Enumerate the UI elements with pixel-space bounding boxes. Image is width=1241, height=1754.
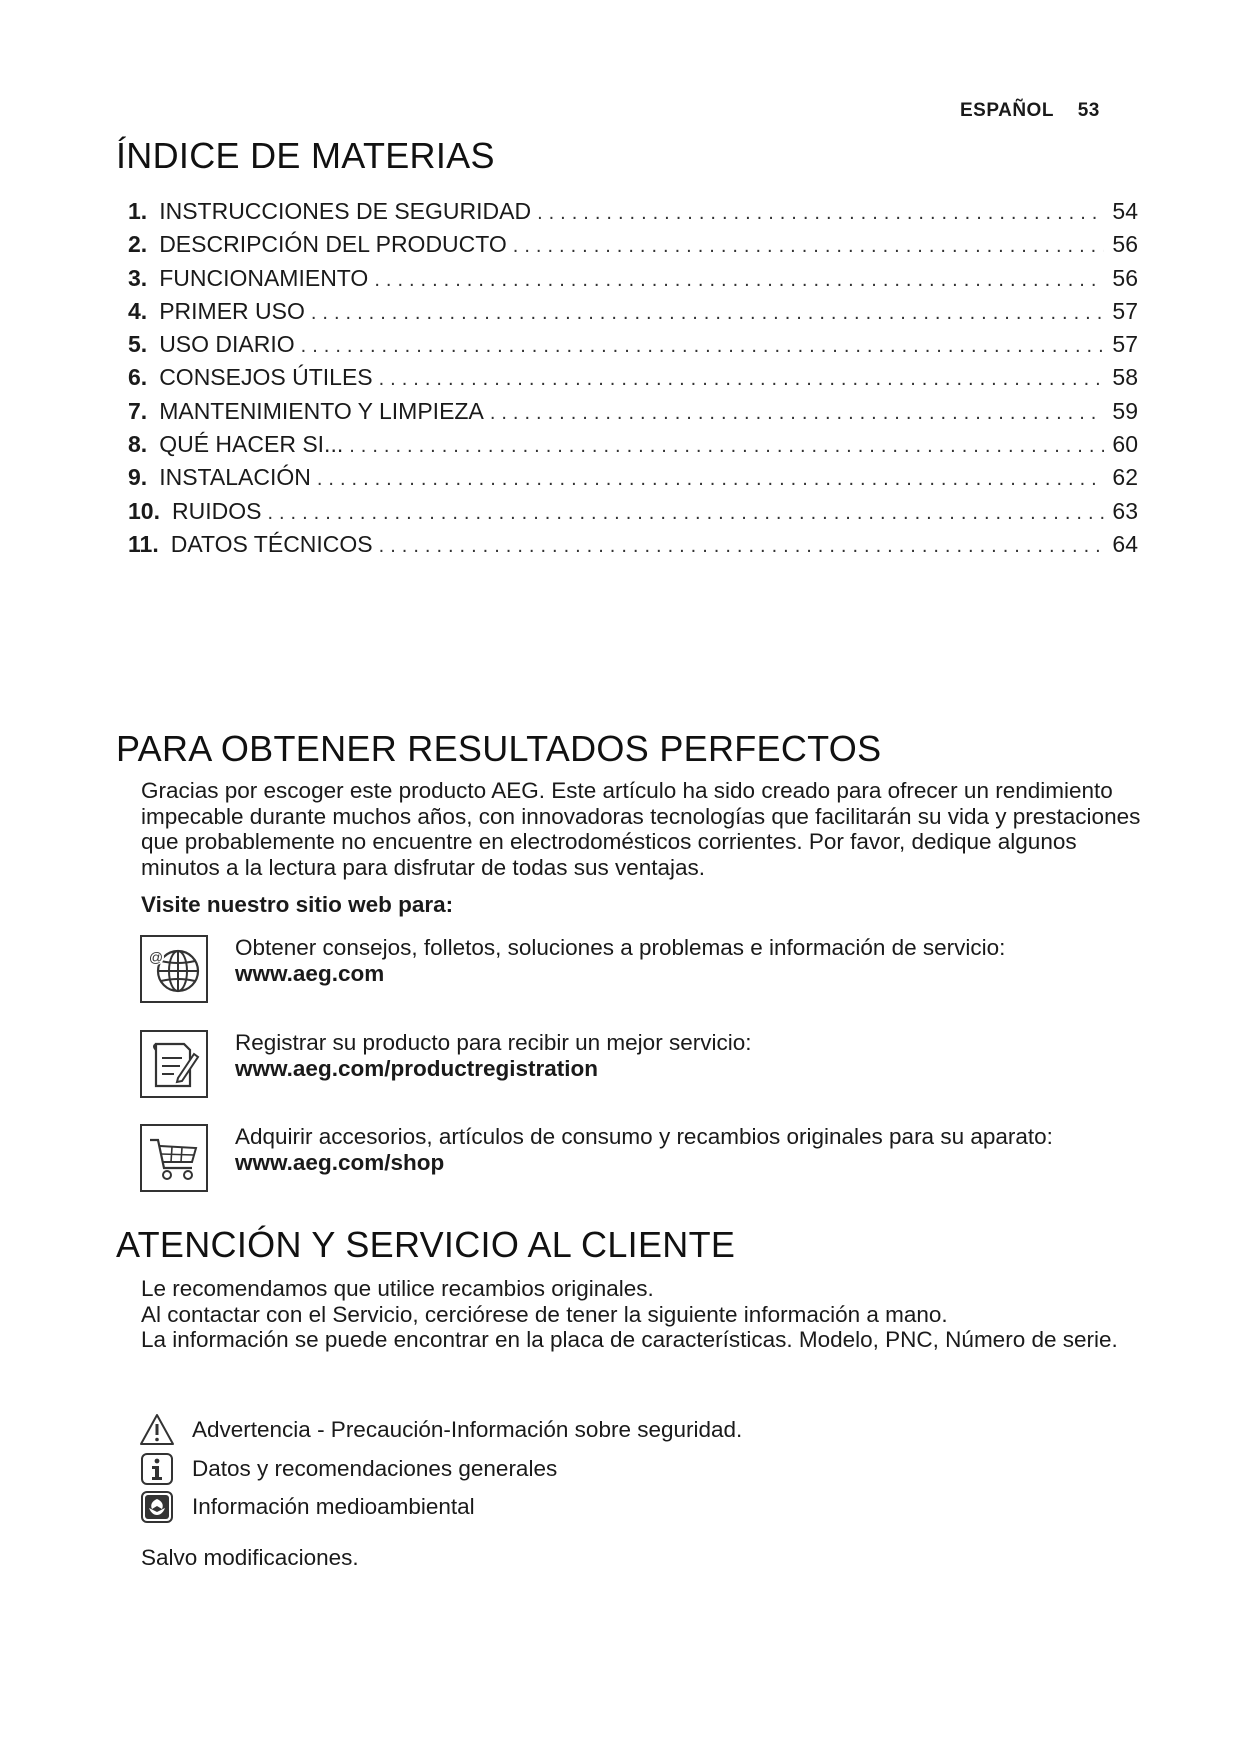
toc-entry[interactable]: [128, 464, 1138, 497]
toc-entry-label: PRIMER USO: [159, 297, 305, 324]
toc-entry[interactable]: [128, 198, 1138, 231]
web-item-support: [140, 935, 1140, 1005]
toc-entry-label: QUÉ HACER SI...: [159, 431, 344, 458]
subject-to-change-note: Salvo modificaciones.: [141, 1545, 359, 1570]
toc-leader-dots: [379, 368, 1104, 391]
table-of-contents: [128, 198, 1138, 564]
toc-entry-label: USO DIARIO: [159, 331, 295, 358]
toc-entry[interactable]: [128, 298, 1138, 331]
service-section-title: ATENCIÓN Y SERVICIO AL CLIENTE: [116, 1224, 736, 1265]
toc-leader-dots: [537, 202, 1104, 225]
toc-leader-dots: [301, 335, 1104, 358]
toc-entry-page: 54: [1112, 198, 1138, 224]
toc-entry-label: DESCRIPCIÓN DEL PRODUCTO: [159, 231, 507, 258]
svg-text:@: @: [148, 949, 164, 965]
toc-entry-number: 4.: [128, 297, 148, 324]
toc-entry-label: CONSEJOS ÚTILES: [159, 364, 373, 391]
web-item-registration: [140, 1030, 1140, 1100]
toc-entry-page: 63: [1112, 497, 1138, 524]
toc-entry-page: 64: [1112, 530, 1138, 557]
toc-leader-dots: [349, 435, 1104, 458]
globe-at-icon: [140, 935, 208, 1003]
results-intro-text: Gracias por escoger este producto AEG. Este artículo ha sido creado para ofrecer un rendimiento impecable durante muchos años, con innovadoras tecnologías que facilitarán su vida y prestaciones que probablemente no encuentre en electrodomésticos corrientes. Por favor, dedique algunos minutos a la lectura para disfrutar de todas sus ventajas.: [141, 778, 1141, 880]
symbol-legend-environment: [139, 1489, 1039, 1525]
toc-entry-page: 57: [1112, 297, 1138, 324]
service-line: La información se puede encontrar en la placa de características. Modelo, PNC, Número de serie.: [141, 1327, 1118, 1352]
toc-entry-number: 1.: [128, 198, 148, 224]
toc-entry[interactable]: [128, 498, 1138, 531]
toc-leader-dots: [317, 468, 1104, 491]
page-header: [960, 100, 1120, 122]
info-icon: [139, 1451, 175, 1487]
toc-entry-label: MANTENIMIENTO Y LIMPIEZA: [159, 397, 484, 424]
service-line: Le recomendamos que utilice recambios originales.: [141, 1276, 654, 1301]
toc-entry-page: 62: [1112, 464, 1138, 491]
registration-form-icon: [140, 1030, 208, 1098]
toc-leader-dots: [379, 535, 1104, 558]
toc-leader-dots: [490, 402, 1104, 425]
service-line: Al contactar con el Servicio, cerciórese de tener la siguiente información a mano.: [141, 1301, 948, 1327]
toc-entry-number: 8.: [128, 431, 148, 458]
toc-entry[interactable]: [128, 398, 1138, 431]
toc-entry[interactable]: [128, 265, 1138, 298]
toc-leader-dots: [513, 235, 1104, 258]
results-section-title: PARA OBTENER RESULTADOS PERFECTOS: [116, 728, 882, 769]
toc-entry[interactable]: [128, 331, 1138, 364]
aeg-shop-link[interactable]: www.aeg.com/shop: [235, 1149, 445, 1175]
warning-triangle-icon: [139, 1412, 175, 1448]
toc-entry[interactable]: [128, 531, 1138, 564]
web-item-shop: [140, 1124, 1140, 1194]
visit-website-label: Visite nuestro sitio web para:: [141, 892, 454, 917]
web-item-description: Adquirir accesorios, artículos de consumo y recambios originales para su aparato:: [235, 1124, 1053, 1149]
toc-entry-label: FUNCIONAMIENTO: [159, 264, 369, 291]
toc-leader-dots: [267, 502, 1104, 525]
toc-entry-number: 11.: [128, 530, 159, 557]
toc-entry-number: 3.: [128, 264, 148, 291]
environment-icon: [139, 1489, 175, 1525]
shopping-cart-icon: [140, 1124, 208, 1192]
toc-entry[interactable]: [128, 431, 1138, 464]
symbol-legend-text: Advertencia - Precaución-Información sobre seguridad.: [192, 1417, 743, 1442]
header-page-number: 53: [1077, 100, 1100, 121]
toc-entry-number: 7.: [128, 397, 148, 424]
symbol-legend-text: Datos y recomendaciones generales: [192, 1456, 558, 1481]
web-item-description: Obtener consejos, folletos, soluciones a problemas e información de servicio:: [235, 935, 1006, 960]
toc-entry-number: 10.: [128, 497, 160, 524]
toc-entry-page: 56: [1112, 231, 1138, 258]
product-registration-link[interactable]: www.aeg.com/productregistration: [235, 1055, 598, 1081]
toc-entry-number: 5.: [128, 331, 148, 358]
toc-title: ÍNDICE DE MATERIAS: [116, 135, 495, 176]
toc-entry-label: DATOS TÉCNICOS: [170, 530, 373, 557]
symbol-legend-info: [139, 1451, 1039, 1487]
toc-entry[interactable]: [128, 364, 1138, 397]
toc-entry-page: 60: [1112, 431, 1138, 458]
toc-leader-dots: [311, 302, 1104, 325]
toc-entry-page: 56: [1112, 264, 1138, 291]
toc-entry-page: 57: [1112, 331, 1138, 358]
toc-entry-number: 9.: [128, 464, 148, 491]
toc-entry-page: 58: [1112, 364, 1138, 391]
aeg-website-link[interactable]: www.aeg.com: [235, 960, 385, 986]
toc-entry[interactable]: [128, 231, 1138, 264]
toc-entry-label: INSTALACIÓN: [159, 464, 311, 491]
service-text: [141, 1276, 1141, 1353]
toc-entry-label: RUIDOS: [171, 497, 262, 524]
web-item-description: Registrar su producto para recibir un mejor servicio:: [235, 1030, 752, 1055]
symbol-legend-text: Información medioambiental: [192, 1494, 475, 1519]
toc-entry-page: 59: [1112, 397, 1138, 424]
toc-leader-dots: [374, 269, 1104, 292]
toc-entry-number: 2.: [128, 231, 148, 258]
symbol-legend-warning: [139, 1412, 1039, 1448]
toc-entry-label: INSTRUCCIONES DE SEGURIDAD: [159, 198, 532, 224]
header-language: ESPAÑOL: [960, 100, 1054, 121]
toc-entry-number: 6.: [128, 364, 148, 391]
